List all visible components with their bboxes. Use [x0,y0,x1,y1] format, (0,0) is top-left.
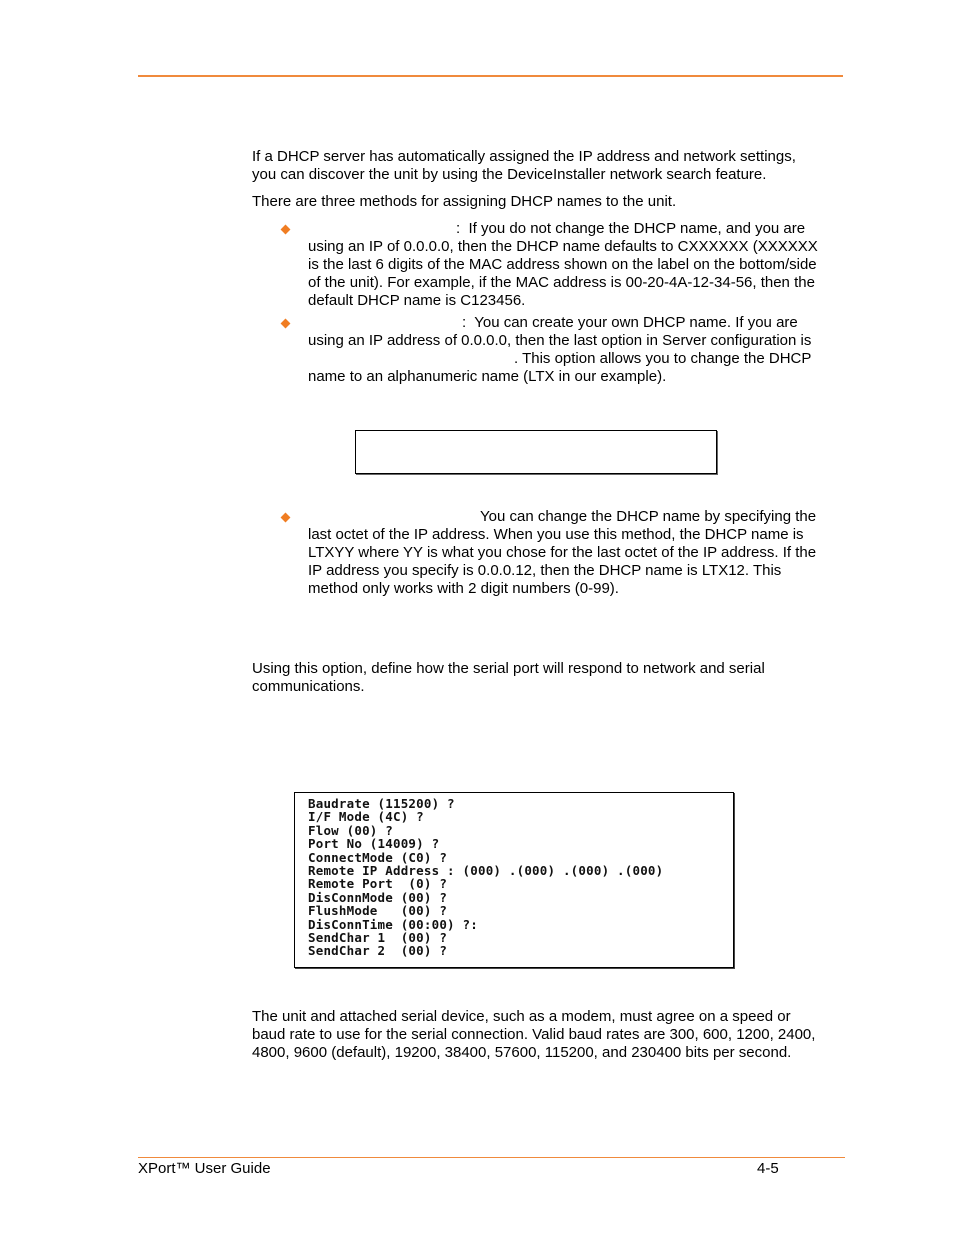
terminal-line-remote-ip: Remote IP Address : (000) .(000) .(000) .(000) [308,863,664,878]
bullet1-line-1: : If you do not change the DHCP name, and you are [456,220,806,237]
bullet3-line-5: method only works with 2 digit numbers (0-99). [308,580,619,597]
footer-rule [138,1157,845,1158]
terminal-line-disconn-time: DisConnTime (00:00) ?: [308,916,478,932]
bullet-diamond-icon [281,319,291,329]
footer-page-number: 4-5 [757,1160,779,1177]
terminal-line-baudrate: Baudrate (115200) ? [308,796,455,811]
terminal-line-connect-mode: ConnectMode (C0) ? [308,849,448,865]
terminal-line-flow: Flow (00) ? [308,822,393,838]
terminal-line-flush-mode: FlushMode (00) ? [308,903,448,919]
methods-intro: There are three methods for assigning DHCP names to the unit. [252,193,677,210]
channel-line-2: communications. [252,678,365,695]
bullet1-line-3: is the last 6 digits of the MAC address shown on the label on the bottom/side [308,256,817,273]
bullet3-line-3: LTXYY where YY is what you chose for the last octet of the IP address. If the [308,544,817,561]
terminal-line-disconn-mode: DisConnMode (00) ? [308,889,448,905]
terminal-line-remote-port: Remote Port (0) ? [308,876,448,892]
baud-line-2: baud rate to use for the serial connection. Valid baud rates are 300, 600, 1200, 2400, [252,1026,816,1043]
bullet2-line-1: : You can create your own DHCP name. If you are [462,314,798,331]
intro-line-2: you can discover the unit by using the DeviceInstaller network search feature. [252,166,767,183]
bullet1-line-2: using an IP of 0.0.0.0, then the DHCP name defaults to CXXXXXX (XXXXXX [308,238,818,255]
baud-line-3: 4800, 9600 (default), 19200, 38400, 57600, 115200, and 230400 bits per second. [252,1044,792,1061]
terminal-screenshot [294,792,734,968]
bullet3-line-2: last octet of the IP address. When you use this method, the DHCP name is [308,526,804,543]
header-rule [138,75,843,77]
bullet3-line-1: You can change the DHCP name by specifying the [480,508,817,525]
footer-title: XPort™ User Guide [138,1160,271,1177]
bullet-diamond-icon [281,513,291,523]
bullet1-line-5: default DHCP name is C123456. [308,292,526,309]
bullet2-line-3: . This option allows you to change the DHCP [514,350,812,367]
baud-line-1: The unit and attached serial device, such as a modem, must agree on a speed or [252,1008,791,1025]
bullet-diamond-icon [281,225,291,235]
bullet2-line-4: name to an alphanumeric name (LTX in our example). [308,368,667,385]
figure-placeholder-box [355,430,717,474]
terminal-line-port-no: Port No (14009) ? [308,836,440,852]
terminal-line-sendchar-2: SendChar 2 (00) ? [308,943,448,959]
channel-line-1: Using this option, define how the serial port will respond to network and serial [252,660,765,677]
bullet2-line-2: using an IP address of 0.0.0.0, then the last option in Server configuration is [308,332,812,349]
terminal-line-if-mode: I/F Mode (4C) ? [308,809,424,825]
bullet1-line-4: of the unit). For example, if the MAC address is 00-20-4A-12-34-56, then the [308,274,815,291]
terminal-line-sendchar-1: SendChar 1 (00) ? [308,930,448,945]
intro-line-1: If a DHCP server has automatically assigned the IP address and network settings, [252,148,796,165]
bullet3-line-4: IP address you specify is 0.0.0.12, then the DHCP name is LTX12. This [308,562,782,579]
